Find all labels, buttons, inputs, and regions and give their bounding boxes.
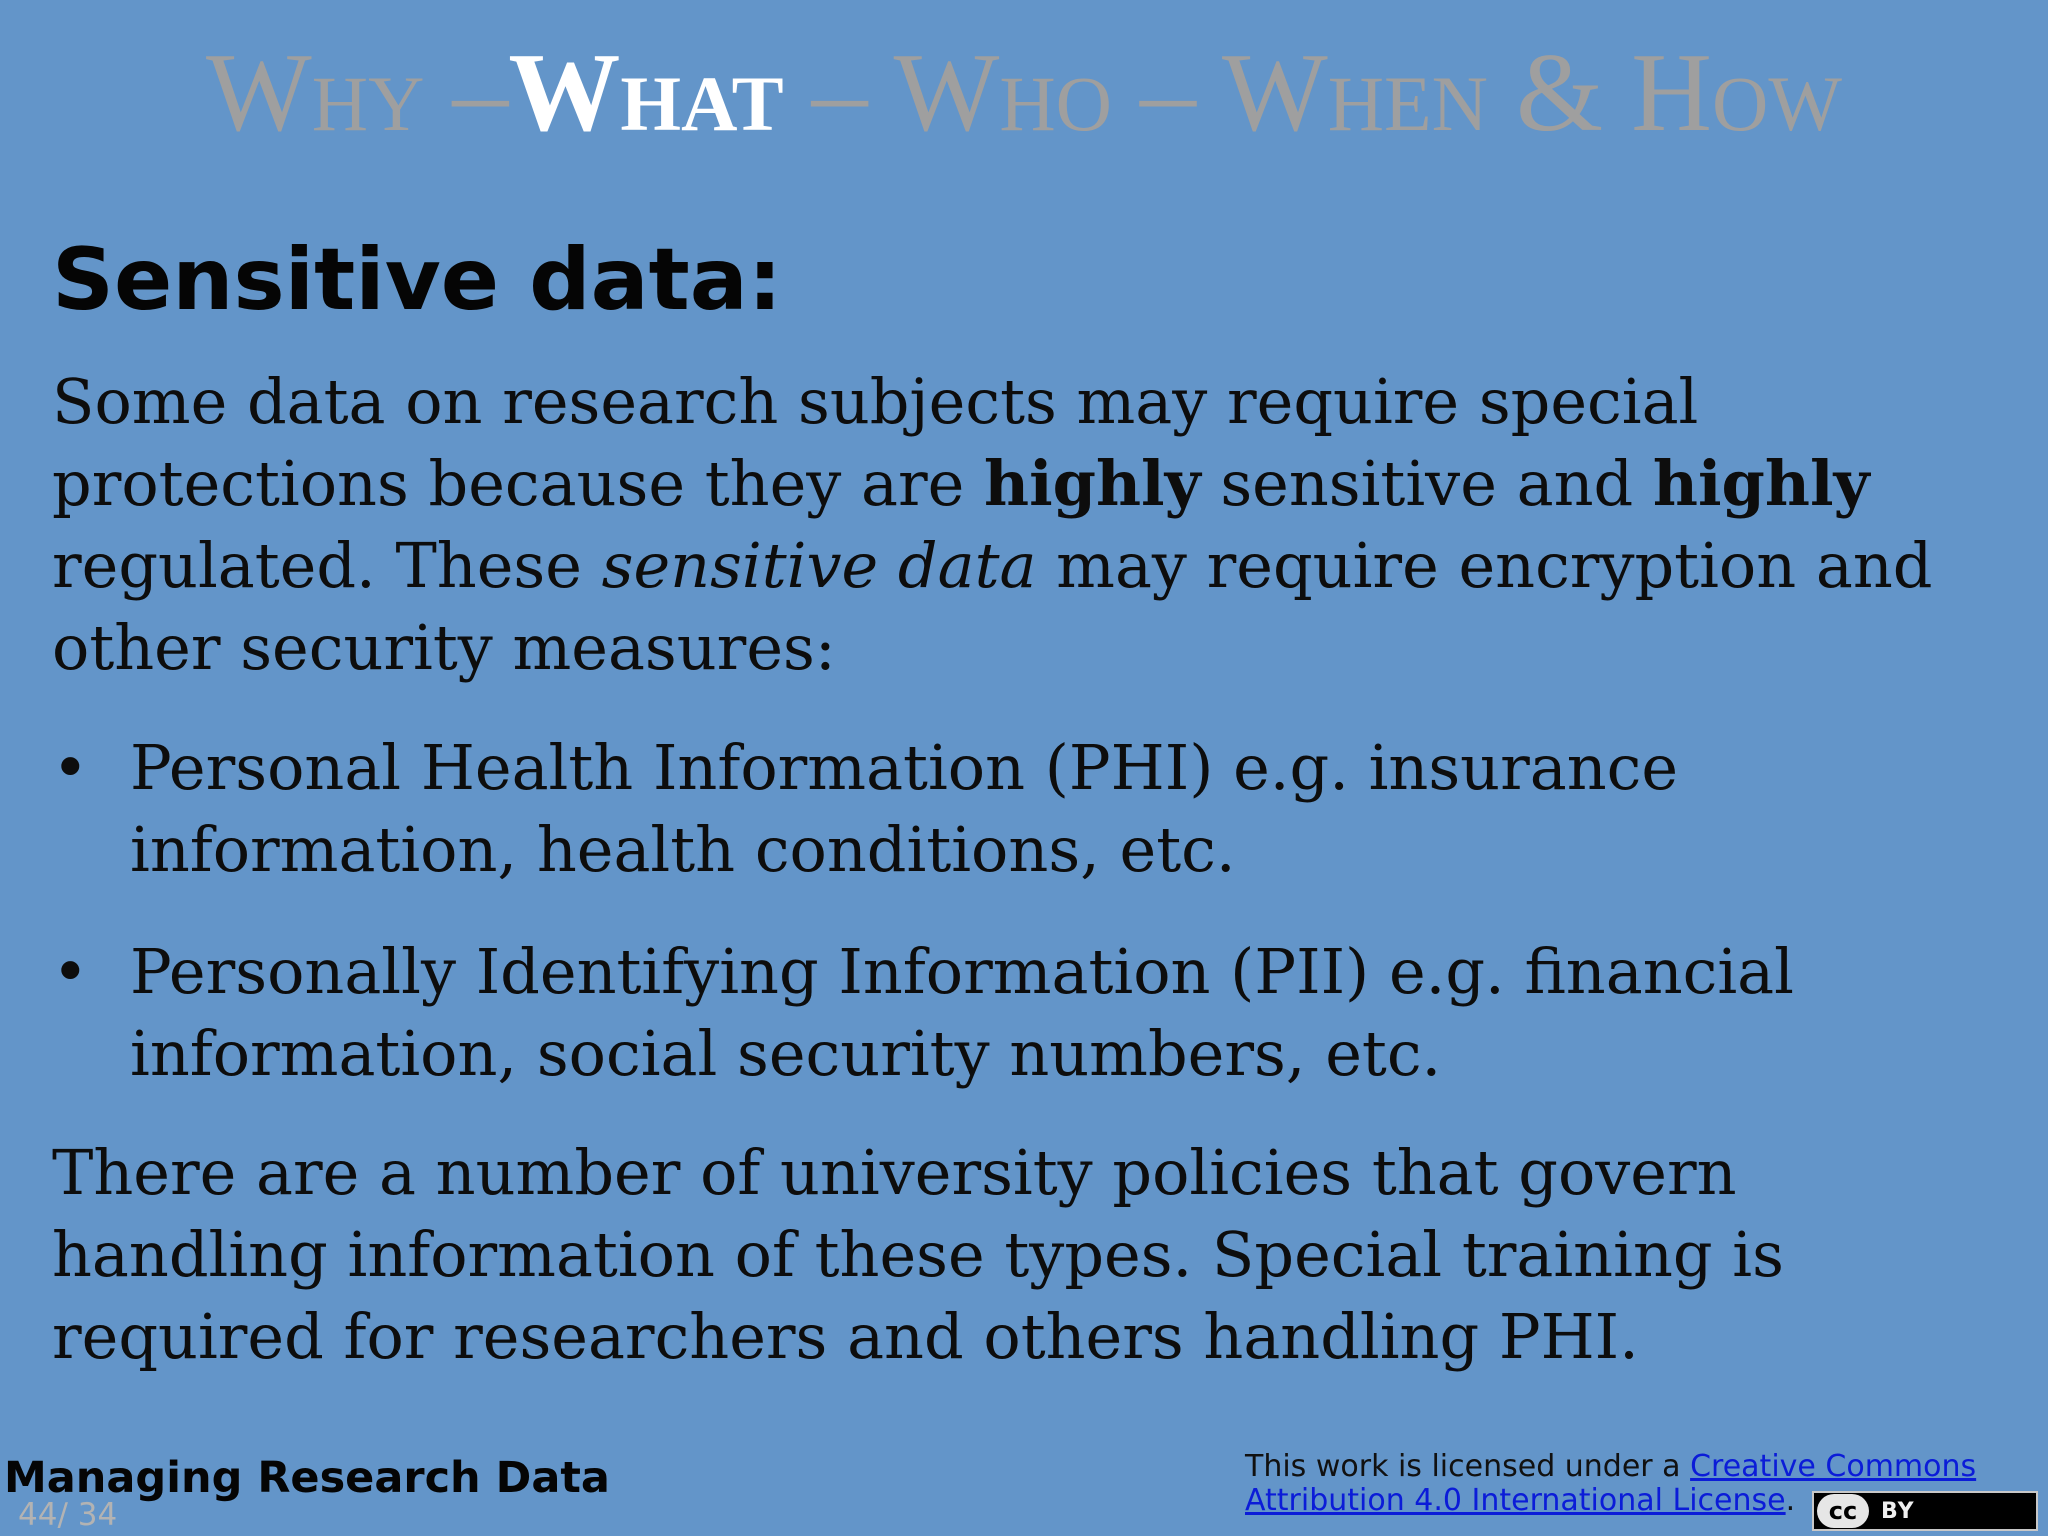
- by-label: BY: [1881, 1498, 1915, 1524]
- license-link[interactable]: Creative Commons Attribution 4.0 International License: [1245, 1449, 1977, 1518]
- intro-text-2: sensitive and: [1200, 447, 1653, 520]
- list-item-text: Personal Health Information (PHI) e.g. insurance information, health conditions, etc.: [130, 731, 1679, 886]
- list-item-phi: [52, 727, 2002, 891]
- list-item-pii: [52, 931, 2002, 1095]
- section-nav-title: [0, 28, 2048, 158]
- page-number: 44/ 34: [18, 1497, 118, 1533]
- intro-text-4: may require encryption and other security measures:: [52, 529, 1933, 684]
- intro-text-1: Some data on research subjects may require special protections because they are: [52, 365, 1699, 520]
- intro-bold-2: highly: [1652, 447, 1870, 520]
- course-title: Managing Research Data: [4, 1453, 610, 1503]
- list-item-text: Personally Identifying Information (PII) e.g. financial information, social security numbers, etc.: [130, 935, 1794, 1090]
- slide-heading: Sensitive data:: [52, 230, 783, 330]
- bullet-icon: •: [52, 731, 89, 804]
- license-prefix: This work is licensed under a: [1245, 1449, 1691, 1484]
- nav-why: Why –: [206, 31, 509, 155]
- nav-what-active: What: [508, 31, 784, 155]
- nav-who-when-how: – Who – When & How: [783, 31, 1842, 155]
- intro-bold-1: highly: [984, 447, 1201, 520]
- license-suffix: .: [1785, 1483, 1796, 1518]
- intro-paragraph: [52, 361, 2002, 689]
- closing-paragraph: There are a number of university policies that govern handling information of these types. Special training is required for researchers and others handling PHI.: [52, 1136, 1784, 1373]
- bullet-icon: •: [52, 935, 89, 1008]
- sensitive-data-list: [52, 727, 2002, 1135]
- cc-logo-icon: cc: [1817, 1494, 1869, 1528]
- cc-by-badge-icon[interactable]: [1812, 1491, 2038, 1531]
- intro-italic: sensitive data: [601, 529, 1037, 602]
- intro-text-3: regulated. These: [52, 529, 602, 602]
